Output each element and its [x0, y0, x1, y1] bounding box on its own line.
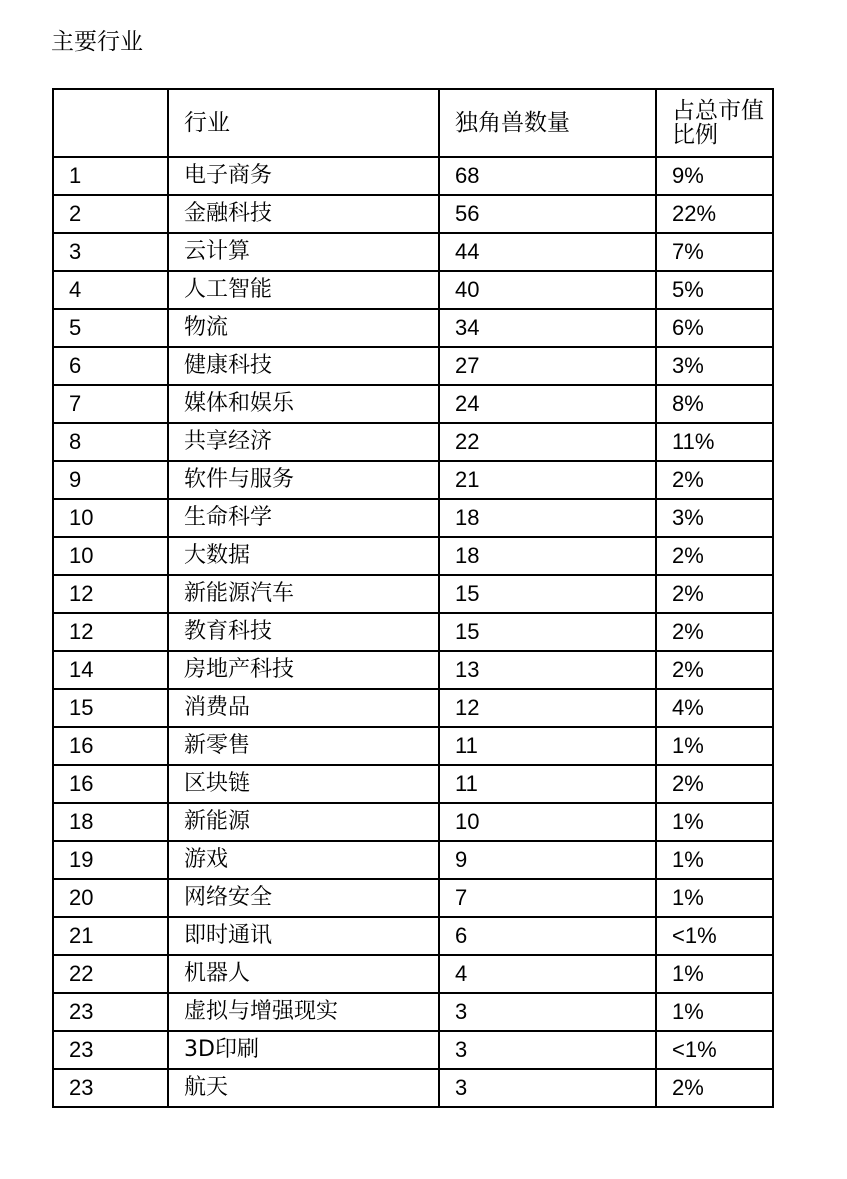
count-cell: 18	[439, 499, 656, 537]
count-cell: 13	[439, 651, 656, 689]
rank-cell: 6	[53, 347, 168, 385]
industry-cell: 新零售	[168, 727, 439, 765]
industry-cell: 生命科学	[168, 499, 439, 537]
industry-cell: 电子商务	[168, 157, 439, 195]
share-cell: 1%	[656, 993, 773, 1031]
count-cell: 10	[439, 803, 656, 841]
share-cell: 1%	[656, 841, 773, 879]
industry-cell: 即时通讯	[168, 917, 439, 955]
table-header-row	[53, 89, 773, 157]
rank-cell: 20	[53, 879, 168, 917]
table-row	[53, 309, 773, 347]
industry-cell: 云计算	[168, 233, 439, 271]
industry-cell: 教育科技	[168, 613, 439, 651]
count-cell: 21	[439, 461, 656, 499]
industry-table	[52, 88, 774, 1108]
rank-cell: 7	[53, 385, 168, 423]
industry-cell: 游戏	[168, 841, 439, 879]
table-row	[53, 347, 773, 385]
share-cell: 8%	[656, 385, 773, 423]
rank-cell: 19	[53, 841, 168, 879]
table-row	[53, 955, 773, 993]
rank-cell: 10	[53, 499, 168, 537]
industry-cell: 健康科技	[168, 347, 439, 385]
count-cell: 12	[439, 689, 656, 727]
rank-cell: 18	[53, 803, 168, 841]
share-cell: 2%	[656, 765, 773, 803]
count-cell: 18	[439, 537, 656, 575]
table-row	[53, 651, 773, 689]
industry-cell: 软件与服务	[168, 461, 439, 499]
industry-cell: 金融科技	[168, 195, 439, 233]
count-cell: 44	[439, 233, 656, 271]
count-cell: 3	[439, 1031, 656, 1069]
rank-cell: 23	[53, 1069, 168, 1107]
rank-cell: 15	[53, 689, 168, 727]
share-cell: 2%	[656, 537, 773, 575]
industry-cell: 航天	[168, 1069, 439, 1107]
count-cell: 3	[439, 993, 656, 1031]
rank-cell: 23	[53, 993, 168, 1031]
industry-cell: 机器人	[168, 955, 439, 993]
share-cell: 3%	[656, 347, 773, 385]
share-cell: 2%	[656, 461, 773, 499]
header-market-share: 占总市值比例	[656, 89, 773, 157]
count-cell: 15	[439, 575, 656, 613]
table-row	[53, 461, 773, 499]
table-row	[53, 841, 773, 879]
count-cell: 56	[439, 195, 656, 233]
page-title: 主要行业	[51, 29, 143, 55]
industry-cell: 房地产科技	[168, 651, 439, 689]
count-cell: 11	[439, 727, 656, 765]
rank-cell: 10	[53, 537, 168, 575]
rank-cell: 21	[53, 917, 168, 955]
industry-cell: 新能源汽车	[168, 575, 439, 613]
count-cell: 34	[439, 309, 656, 347]
industry-cell: 新能源	[168, 803, 439, 841]
rank-cell: 5	[53, 309, 168, 347]
share-cell: 2%	[656, 651, 773, 689]
rank-cell: 16	[53, 727, 168, 765]
table-row	[53, 803, 773, 841]
table-row	[53, 1031, 773, 1069]
count-cell: 68	[439, 157, 656, 195]
share-cell: 1%	[656, 803, 773, 841]
industry-cell: 消费品	[168, 689, 439, 727]
share-cell: 6%	[656, 309, 773, 347]
table-row	[53, 233, 773, 271]
share-cell: <1%	[656, 1031, 773, 1069]
industry-cell: 3D印刷	[168, 1031, 439, 1069]
table-row	[53, 1069, 773, 1107]
industry-cell: 虚拟与增强现实	[168, 993, 439, 1031]
table-row	[53, 575, 773, 613]
industry-cell: 共享经济	[168, 423, 439, 461]
table-row	[53, 385, 773, 423]
rank-cell: 4	[53, 271, 168, 309]
share-cell: 3%	[656, 499, 773, 537]
table-row	[53, 765, 773, 803]
table-body	[53, 157, 773, 1107]
rank-cell: 3	[53, 233, 168, 271]
table-row	[53, 157, 773, 195]
share-cell: 2%	[656, 575, 773, 613]
rank-cell: 12	[53, 575, 168, 613]
count-cell: 6	[439, 917, 656, 955]
count-cell: 9	[439, 841, 656, 879]
share-cell: 9%	[656, 157, 773, 195]
share-cell: 4%	[656, 689, 773, 727]
table-row	[53, 613, 773, 651]
industry-cell: 区块链	[168, 765, 439, 803]
rank-cell: 16	[53, 765, 168, 803]
share-cell: 2%	[656, 1069, 773, 1107]
share-cell: 22%	[656, 195, 773, 233]
rank-cell: 12	[53, 613, 168, 651]
share-cell: <1%	[656, 917, 773, 955]
count-cell: 4	[439, 955, 656, 993]
header-rank	[53, 89, 168, 157]
count-cell: 24	[439, 385, 656, 423]
rank-cell: 23	[53, 1031, 168, 1069]
industry-cell: 物流	[168, 309, 439, 347]
header-industry: 行业	[168, 89, 439, 157]
table-row	[53, 727, 773, 765]
table-row	[53, 993, 773, 1031]
count-cell: 3	[439, 1069, 656, 1107]
rank-cell: 8	[53, 423, 168, 461]
table-row	[53, 689, 773, 727]
industry-cell: 人工智能	[168, 271, 439, 309]
rank-cell: 14	[53, 651, 168, 689]
table-row	[53, 271, 773, 309]
share-cell: 7%	[656, 233, 773, 271]
share-cell: 1%	[656, 727, 773, 765]
industry-cell: 大数据	[168, 537, 439, 575]
share-cell: 1%	[656, 955, 773, 993]
industry-cell: 网络安全	[168, 879, 439, 917]
table-row	[53, 879, 773, 917]
count-cell: 15	[439, 613, 656, 651]
share-cell: 5%	[656, 271, 773, 309]
share-cell: 11%	[656, 423, 773, 461]
count-cell: 7	[439, 879, 656, 917]
rank-cell: 22	[53, 955, 168, 993]
table-row	[53, 917, 773, 955]
share-cell: 1%	[656, 879, 773, 917]
rank-cell: 1	[53, 157, 168, 195]
count-cell: 22	[439, 423, 656, 461]
table-row	[53, 499, 773, 537]
share-cell: 2%	[656, 613, 773, 651]
count-cell: 40	[439, 271, 656, 309]
count-cell: 11	[439, 765, 656, 803]
header-unicorn-count: 独角兽数量	[439, 89, 656, 157]
table-row	[53, 537, 773, 575]
count-cell: 27	[439, 347, 656, 385]
table-row	[53, 423, 773, 461]
rank-cell: 9	[53, 461, 168, 499]
industry-cell: 媒体和娱乐	[168, 385, 439, 423]
rank-cell: 2	[53, 195, 168, 233]
table-row	[53, 195, 773, 233]
